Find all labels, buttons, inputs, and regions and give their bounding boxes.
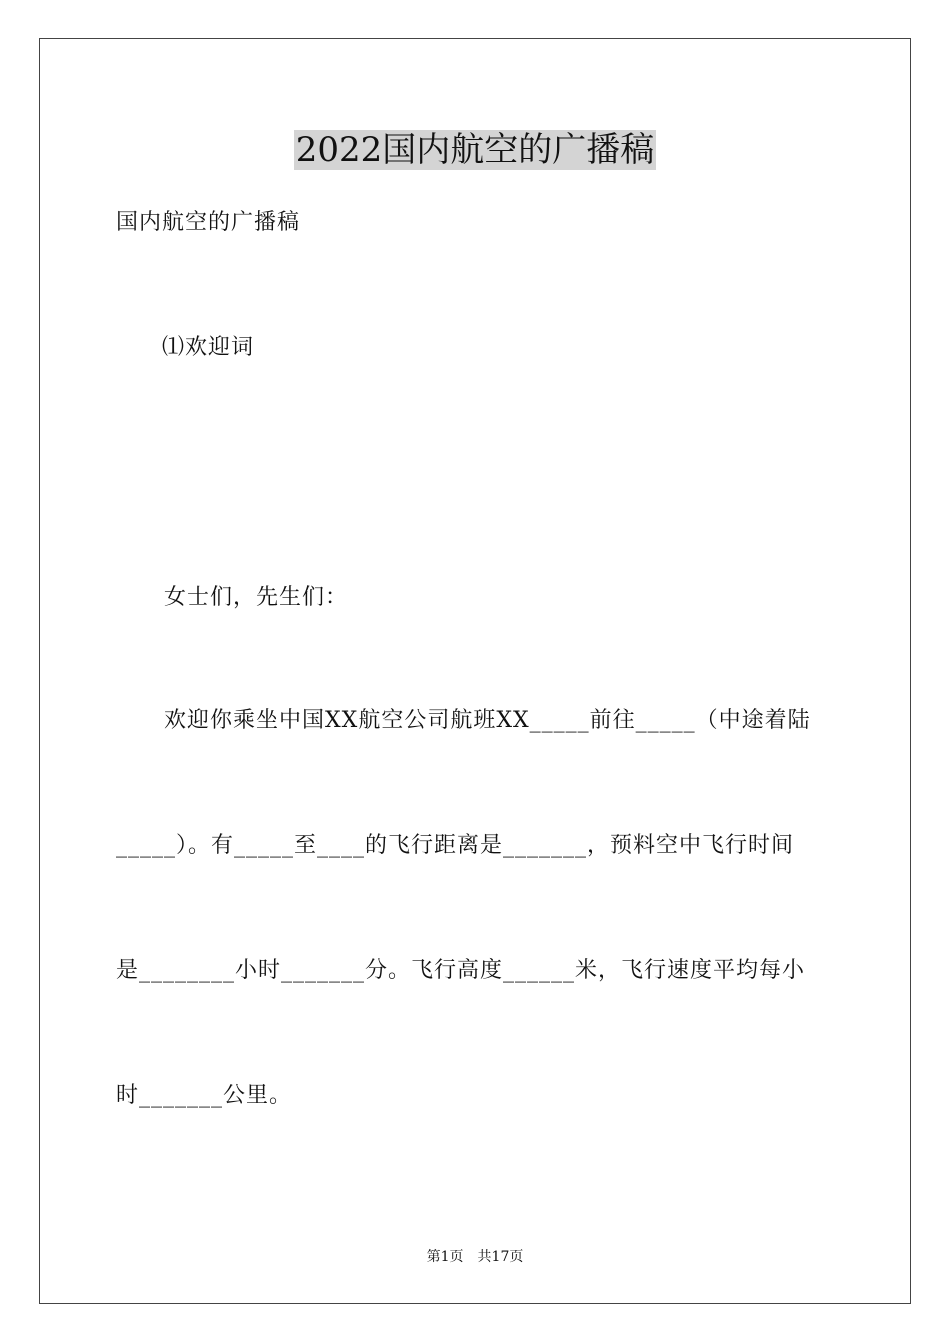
document-subtitle: 国内航空的广播稿 xyxy=(116,210,301,235)
paragraph-line-3: 是________小时_______分。飞行高度______米，飞行速度平均每小 xyxy=(116,958,806,983)
document-title xyxy=(0,128,950,172)
paragraph-line-1: 欢迎你乘坐中国XX航空公司航班XX_____前往_____（中途着陆 xyxy=(164,708,811,733)
paragraph-line-2: _____）。有_____至____的飞行距离是_______，预料空中飞行时间 xyxy=(116,833,795,858)
section-heading: ⑴欢迎词 xyxy=(162,335,255,360)
title-text: 2022国内航空的广播稿 xyxy=(295,130,655,170)
greeting-line: 女士们，先生们： xyxy=(164,585,349,610)
page-number-footer: 第1页 共17页 xyxy=(426,1249,524,1265)
paragraph-line-4: 时_______公里。 xyxy=(116,1083,293,1108)
